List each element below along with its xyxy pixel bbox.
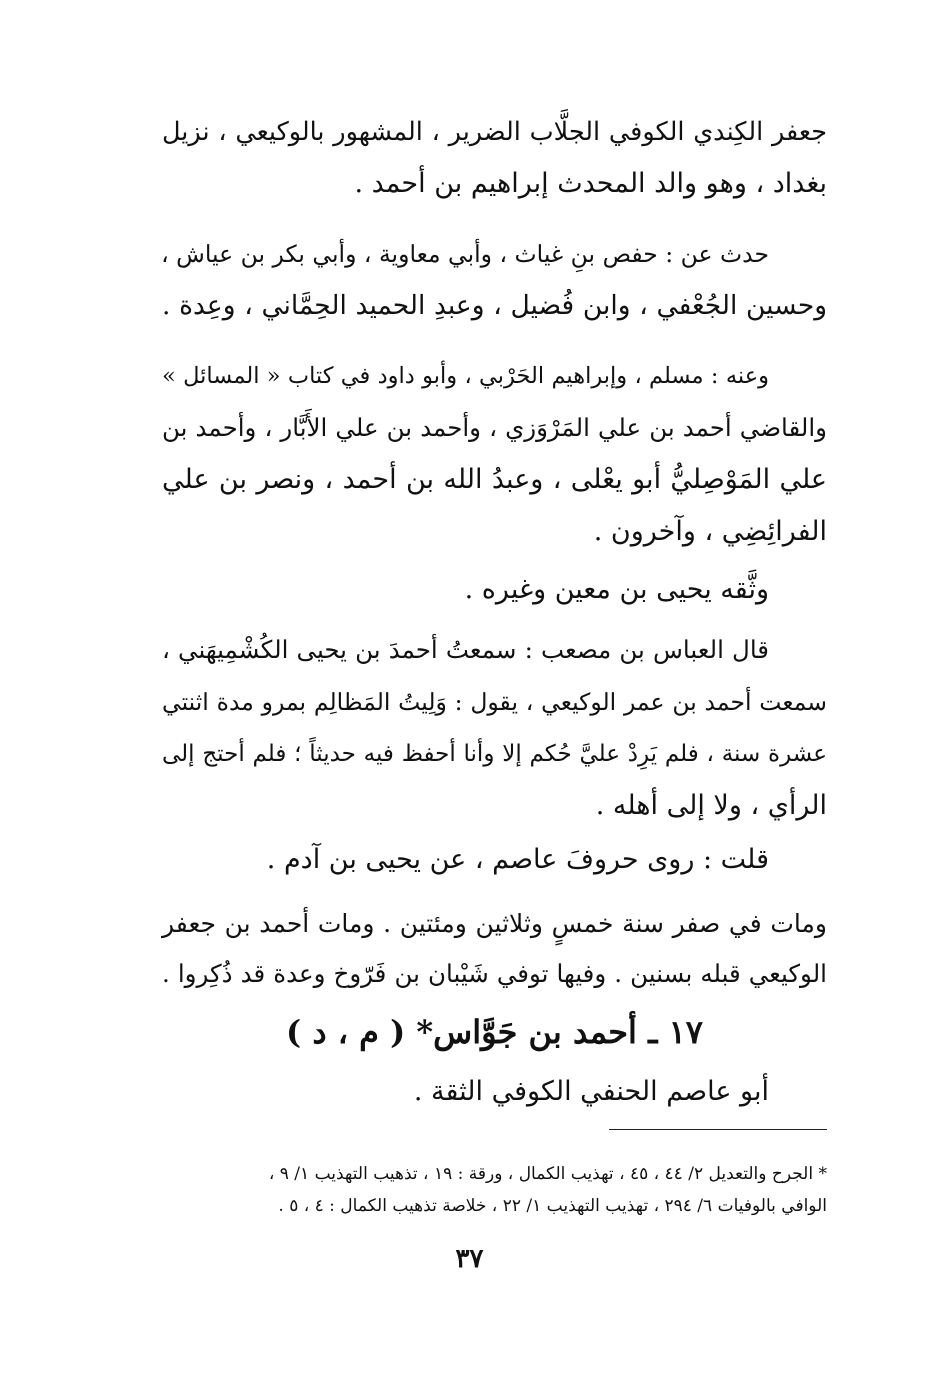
page-number: ٣٧ <box>455 1244 484 1274</box>
text-line: بغداد ، وهو والد المحدث إبراهيم بن أحمد . <box>354 168 827 199</box>
text-line: علي المَوْصِليُّ أبو يعْلى ، وعبدُ الله بن أحمد ، ونصر بن علي <box>162 464 827 495</box>
text-line: الوكيعي قبله بسنين . وفيها توفي شَيْبان بن فَرّوخ وعدة قد ذُكِروا . <box>162 959 827 988</box>
footnote-divider <box>609 1129 827 1130</box>
text-line: الرأي ، ولا إلى أهله . <box>595 790 827 821</box>
text-line: والقاضي أحمد بن علي المَرْوَزي ، وأحمد بن علي الأَبَّار ، وأحمد بن <box>162 413 827 442</box>
text-line: سمعت أحمد بن عمر الوكيعي ، يقول : وَلِيتُ المَظالِم بمرو مدة اثنتي <box>162 688 827 716</box>
text-line: وثَّقه يحيى بن معين وغيره . <box>464 574 769 605</box>
text-line: حدث عن : حفص بنِ غياث ، وأبي معاوية ، وأبي بكر بن عياش ، <box>161 240 769 268</box>
text-line: وعنه : مسلم ، وإبراهيم الحَرْبي ، وأبو داود في كتاب « المسائل » <box>162 363 769 389</box>
footnote-line: الوافي بالوفيات ٦/ ٢٩٤ ، تهذيب التهذيب ١/ ٢٢ ، خلاصة تذهيب الكمال : ٤ ، ٥ . <box>278 1196 827 1216</box>
footnote-line: * الجرح والتعديل ٢/ ٤٤ ، ٤٥ ، تهذيب الكمال ، ورقة : ١٩ ، تذهيب التهذيب ١/ ٩ ، <box>268 1164 827 1184</box>
text-line: عشرة سنة ، فلم يَرِدْ عليَّ حُكم إلا وأنا أحفظ فيه حديثاً ؛ فلم أحتج إلى <box>162 741 827 767</box>
text-line: أبو عاصم الحنفي الكوفي الثقة . <box>413 1076 769 1107</box>
text-line: قلت : روى حروفَ عاصم ، عن يحيى بن آدم . <box>266 844 769 875</box>
entry-heading: ١٧ ـ أحمد بن جَوَّاس* ( م ، د ) <box>286 1013 703 1051</box>
text-line: ومات في صفر سنة خمسٍ وثلاثين ومئتين . ومات أحمد بن جعفر <box>162 909 827 938</box>
text-line: جعفر الكِندي الكوفي الجلَّاب الضرير ، المشهور بالوكيعي ، نزيل <box>162 117 827 147</box>
text-line: وحسين الجُعْفي ، وابن فُضيل ، وعبدِ الحميد الحِمَّاني ، وعِدة . <box>162 290 827 321</box>
text-line: قال العباس بن مصعب : سمعتُ أحمدَ بن يحيى الكُشْمِيهَني ، <box>162 635 769 664</box>
text-line: الفرائِضِي ، وآخرون . <box>593 516 827 547</box>
